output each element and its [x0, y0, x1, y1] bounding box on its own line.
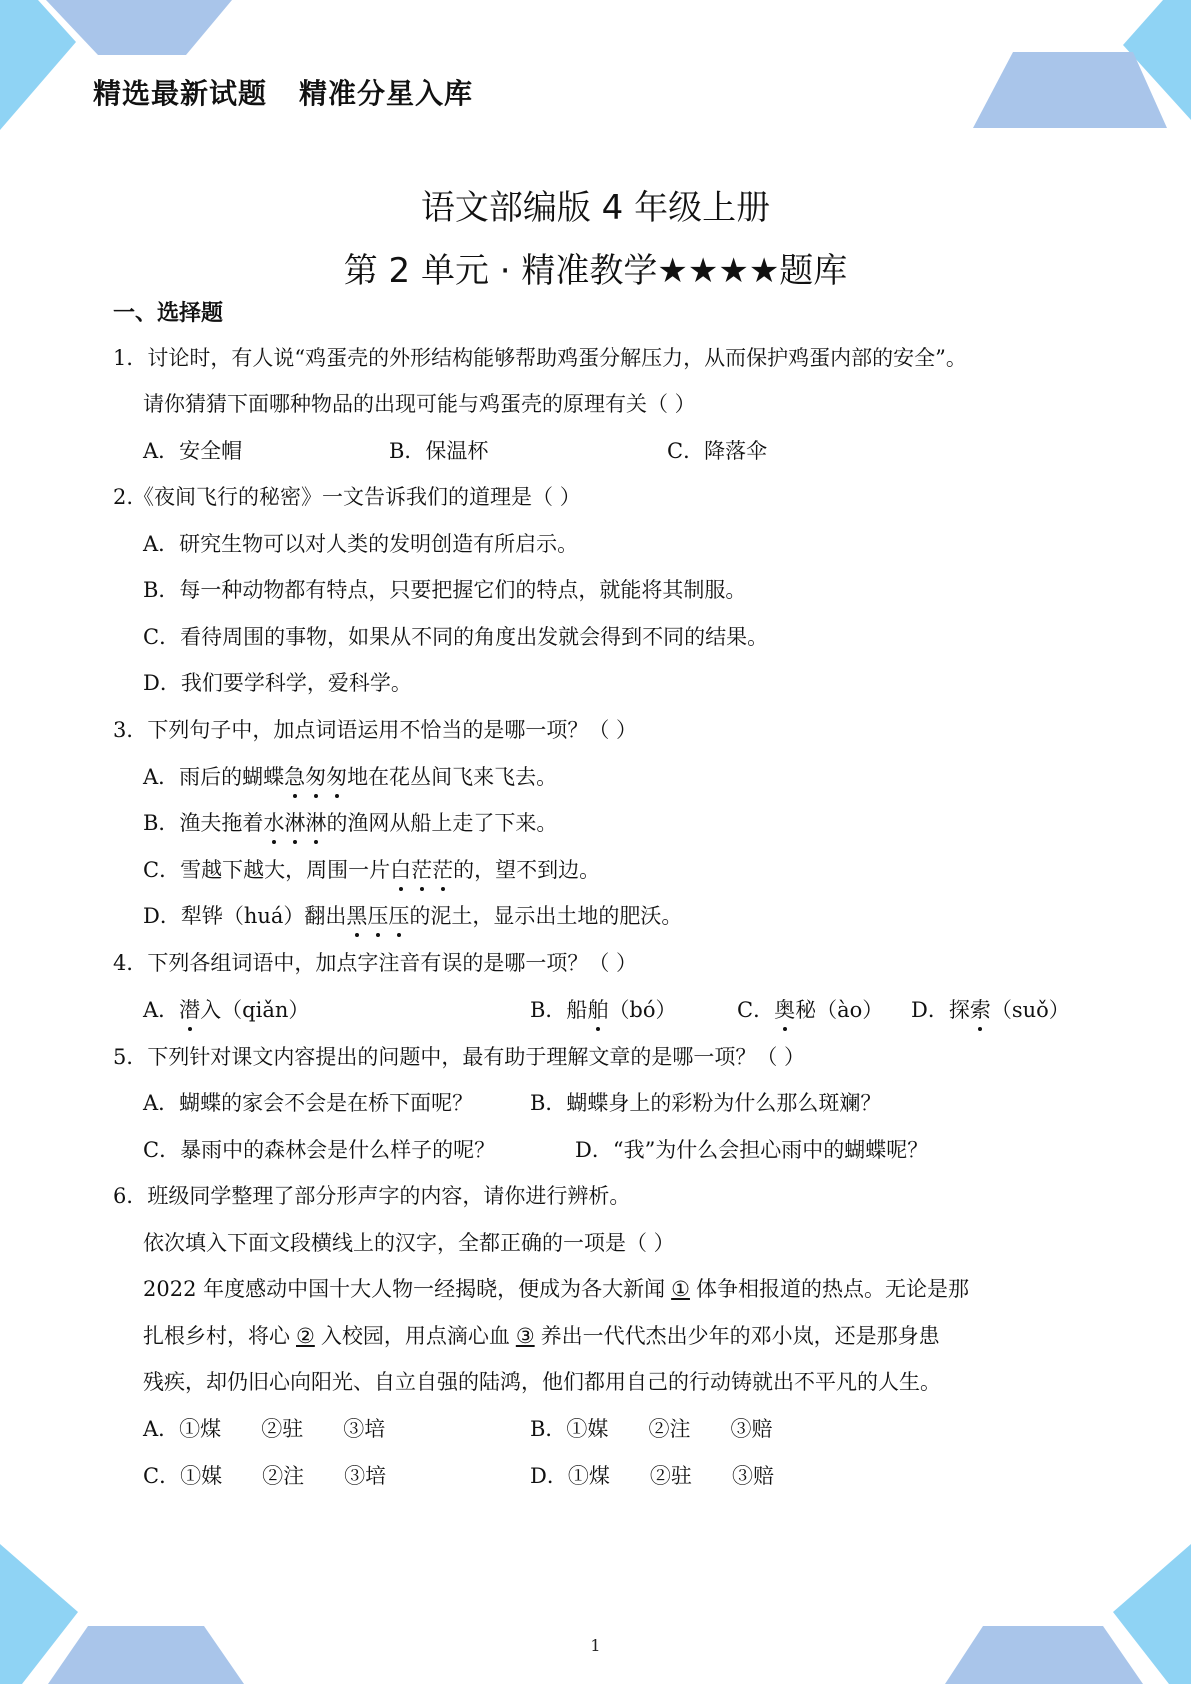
dotted-char: 淋	[305, 808, 326, 838]
document-subtitle: 第 2 单元 · 精准教学★★★★题库	[343, 251, 848, 291]
decoration-bottom-right	[941, 1544, 1191, 1684]
q2-option-d: D．我们要学科学，爱科学。	[143, 671, 412, 695]
q6-passage-line-2	[143, 1321, 940, 1351]
page-number: 1	[590, 1636, 601, 1655]
q3-d-text: D．犁铧（huá）翻出	[143, 904, 347, 928]
dotted-char: 淋	[284, 808, 305, 838]
dotted-char: 舶	[587, 995, 608, 1025]
blank-2: ②	[296, 1324, 315, 1348]
q3-a-text: 地在花丛间飞来飞去。	[347, 765, 558, 789]
q5-option-c: C．暴雨中的森林会是什么样子的呢？	[143, 1138, 496, 1162]
dotted-char: 水	[263, 808, 284, 838]
q6-stem: 6．班级同学整理了部分形声字的内容，请你进行辨析。	[113, 1184, 631, 1208]
q2-option-c: C．看待周围的事物，如果从不同的角度出发就会得到不同的结果。	[143, 625, 769, 649]
dotted-char: 匆	[326, 762, 347, 792]
q3-b-text: 的渔网从船上走了下来。	[326, 811, 558, 835]
q6-option-a: A．①煤 ②驻 ③培	[143, 1417, 386, 1441]
q3-c-text: C．雪越下越大，周围一片	[143, 858, 391, 882]
q3-c-text: 的，望不到边。	[453, 858, 601, 882]
q6-option-b: B．①媒 ②注 ③赔	[530, 1417, 773, 1441]
q6-passage-text: 2022 年度感动中国十大人物一经揭晓，便成为各大新闻	[143, 1277, 666, 1301]
q5-option-b: B．蝴蝶身上的彩粉为什么那么斑斓？	[530, 1091, 882, 1115]
q4-c-text: 秘（ào）	[795, 998, 884, 1022]
dotted-char: 匆	[305, 762, 326, 792]
q6-passage-line-3: 残疾，却仍旧心向阳光、自立自强的陆鸿，他们都用自己的行动铸就出不平凡的人生。	[143, 1370, 941, 1394]
dotted-char: 潜	[179, 995, 200, 1025]
q5-stem: 5．下列针对课文内容提出的问题中，最有助于理解文章的是哪一项？（ ）	[113, 1045, 806, 1069]
slogan-right: 精准分星入库	[299, 77, 474, 110]
q4-a-text: A．	[143, 998, 180, 1022]
q3-b-text: B．渔夫拖着	[143, 811, 264, 835]
q3-stem: 3．下列句子中，加点词语运用不恰当的是哪一项？（ ）	[113, 718, 638, 742]
decoration-top-right	[941, 0, 1191, 130]
q1-option-a: A．安全帽	[143, 439, 243, 463]
q3-option-c	[143, 855, 600, 885]
q6-option-d: D．①煤 ②驻 ③赔	[530, 1464, 774, 1488]
q2-stem: 2.《夜间飞行的秘密》一文告诉我们的道理是（ ）	[113, 485, 581, 509]
q1-stem-line-1: 1．讨论时，有人说“鸡蛋壳的外形结构能够帮助鸡蛋分解压力，从而保护鸡蛋内部的安全”。	[113, 346, 967, 370]
q6-passage-text: 体争相报道的热点。无论是那	[695, 1277, 969, 1301]
dotted-char: 黑	[346, 901, 367, 931]
dotted-char: 白	[390, 855, 411, 885]
q4-option-c	[737, 995, 883, 1025]
header-slogan	[93, 72, 473, 112]
q3-option-d	[143, 901, 682, 931]
slogan-left: 精选最新试题	[93, 77, 268, 110]
q5-option-a: A．蝴蝶的家会不会是在桥下面呢？	[143, 1091, 474, 1115]
q6-passage-text: 养出一代代杰出少年的邓小岚，还是那身患	[540, 1324, 940, 1348]
q6-passage-line-1	[143, 1274, 969, 1304]
q4-b-text: （bó）	[608, 998, 677, 1022]
q3-d-text: 的泥土，显示出土地的肥沃。	[409, 904, 683, 928]
q4-b-text: B．船	[530, 998, 588, 1022]
q6-passage-text: 扎根乡村，将心	[143, 1324, 290, 1348]
q1-stem-line-2: 请你猜猜下面哪种物品的出现可能与鸡蛋壳的原理有关（ ）	[143, 392, 696, 416]
q3-option-a	[143, 762, 557, 792]
dotted-char: 急	[284, 762, 305, 792]
q3-option-b	[143, 808, 557, 838]
dotted-char: 茫	[432, 855, 453, 885]
q6-instruction: 依次填入下面文段横线上的汉字，全都正确的一项是（ ）	[143, 1231, 675, 1255]
blank-1: ①	[671, 1277, 690, 1301]
q5-option-d: D．“我”为什么会担心雨中的蝴蝶呢？	[575, 1138, 929, 1162]
dotted-char: 压	[367, 901, 388, 931]
blank-3: ③	[515, 1324, 535, 1348]
q4-option-a	[143, 995, 309, 1025]
q6-passage-text: 入校园，用点滴心血	[320, 1324, 510, 1348]
q4-a-text: 入（qiǎn）	[200, 998, 310, 1022]
dotted-char: 压	[388, 901, 409, 931]
section-heading: 一、选择题	[113, 301, 224, 326]
q1-option-b: B．保温杯	[389, 439, 489, 463]
q4-c-text: C．	[737, 998, 775, 1022]
q4-option-b	[530, 995, 677, 1025]
q4-d-text: D．探	[911, 998, 970, 1022]
q4-stem: 4．下列各组词语中，加点字注音有误的是哪一项？（ ）	[113, 951, 638, 975]
q6-option-c: C．①媒 ②注 ③培	[143, 1464, 387, 1488]
q1-option-c: C．降落伞	[667, 439, 768, 463]
q4-d-text: （suǒ）	[990, 998, 1070, 1022]
q4-option-d	[911, 995, 1070, 1025]
document-title: 语文部编版 4 年级上册	[420, 188, 771, 228]
q2-option-b: B．每一种动物都有特点，只要把握它们的特点，就能将其制服。	[143, 578, 747, 602]
q3-a-text: A．雨后的蝴蝶	[143, 765, 285, 789]
dotted-char: 索	[970, 995, 991, 1025]
q2-option-a: A．研究生物可以对人类的发明创造有所启示。	[143, 532, 579, 556]
dotted-char: 茫	[411, 855, 432, 885]
decoration-bottom-left	[0, 1544, 250, 1684]
dotted-char: 奥	[774, 995, 795, 1025]
